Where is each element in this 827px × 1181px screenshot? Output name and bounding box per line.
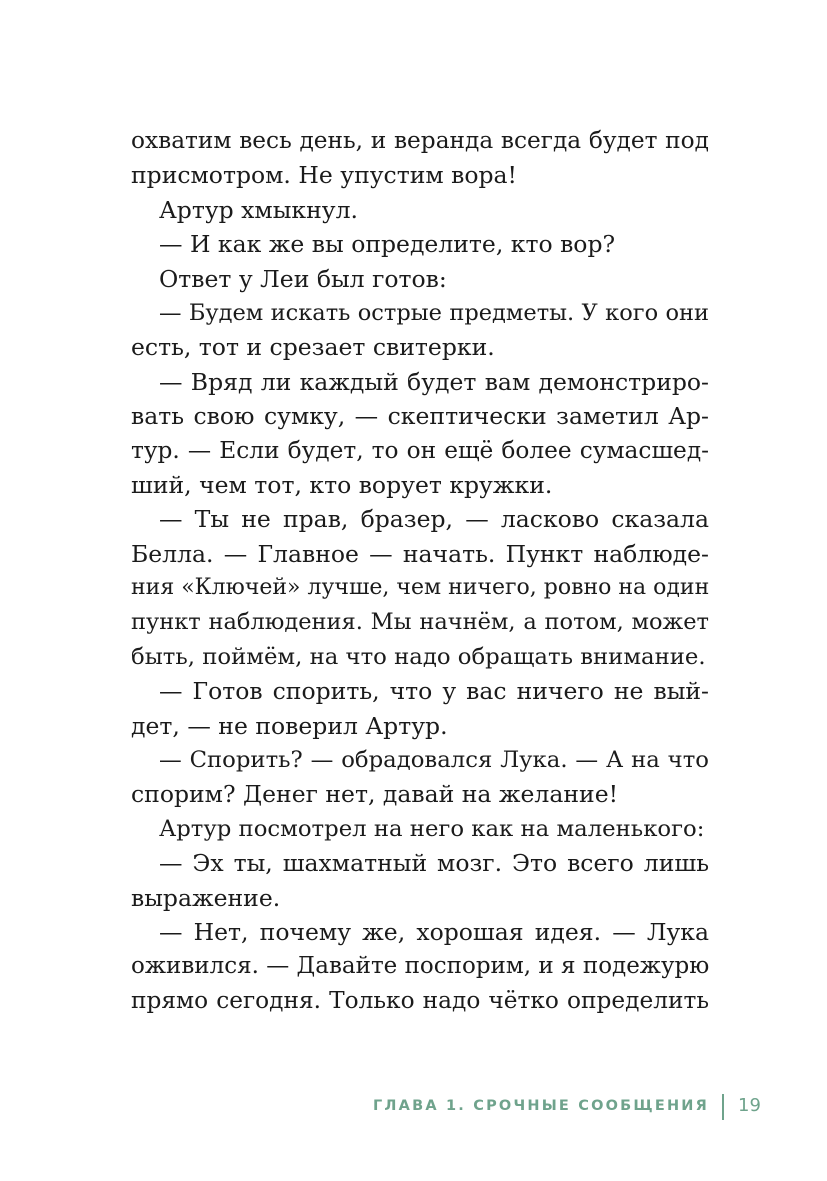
text-line: быть, поймём, на что надо обращать внимание.	[131, 643, 706, 670]
text-line: оживился. — Давайте поспорим, и я подежурю	[131, 953, 709, 980]
text-line: Белла. — Главное — начать. Пункт наблюде-	[131, 539, 709, 568]
text-line: дет, — не поверил Артур.	[131, 711, 448, 740]
text-line: — Будем искать острые предметы. У кого они	[159, 299, 709, 326]
text-line: присмотром. Не упустим вора!	[131, 161, 518, 190]
text-line: — Готов спорить, что у вас ничего не вый-	[159, 677, 709, 706]
text-line: — Эх ты, шахматный мозг. Это всего лишь	[159, 849, 709, 878]
page-number: 19	[738, 1095, 761, 1116]
text-line: выражение.	[131, 883, 281, 912]
text-line: тур. — Если будет, то он ещё более сумасшед-	[131, 436, 709, 464]
text-line: — Нет, почему же, хорошая идея. — Лука	[159, 917, 709, 946]
text-line: спорим? Денег нет, давай на желание!	[131, 780, 619, 809]
body-text	[131, 124, 709, 1018]
text-line: — Вряд ли каждый будет вам демонстриро-	[159, 367, 709, 396]
text-line: пункт наблюдения. Мы начнём, а потом, может	[131, 609, 709, 636]
page-footer	[0, 1094, 827, 1120]
text-line: — Ты не прав, бразер, — ласково сказала	[159, 505, 709, 534]
text-line: — Спорить? — обрадовался Лука. — А на что	[159, 747, 709, 774]
text-line: Артур хмыкнул.	[159, 195, 358, 224]
text-line: ший, чем тот, кто ворует кружки.	[131, 470, 553, 499]
text-line: Ответ у Леи был готов:	[159, 264, 447, 293]
text-line: прямо сегодня. Только надо чётко определить	[131, 986, 709, 1014]
text-line: есть, тот и срезает свитерки.	[131, 333, 495, 362]
text-line: охватим весь день, и веранда всегда будет под	[131, 127, 709, 154]
text-line: Артур посмотрел на него как на маленького:	[159, 815, 705, 842]
text-line: ния «Ключей» лучше, чем ничего, ровно на один	[131, 575, 709, 601]
running-head: ГЛАВА 1. СРОЧНЫЕ СООБЩЕНИЯ	[372, 1098, 709, 1114]
text-line: вать свою сумку, — скептически заметил Ар-	[131, 402, 709, 431]
footer-divider	[722, 1094, 724, 1120]
text-line: — И как же вы определите, кто вор?	[159, 230, 616, 259]
